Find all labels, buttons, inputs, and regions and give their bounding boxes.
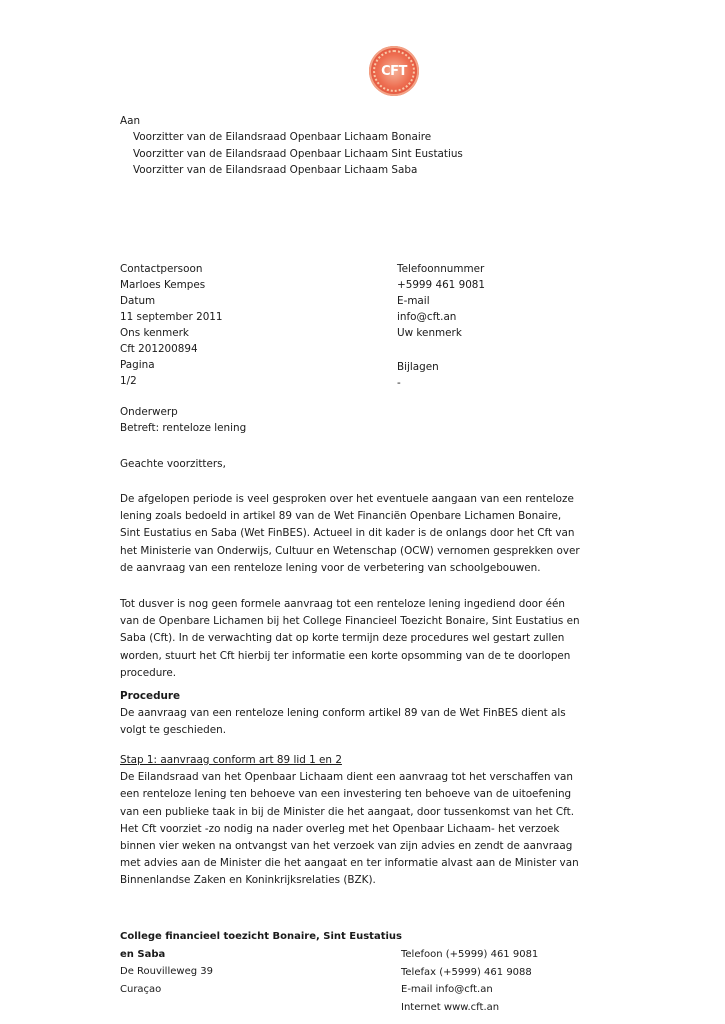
meta-value-uw-kenmerk bbox=[397, 341, 485, 357]
meta-value-datum: 11 september 2011 bbox=[120, 311, 223, 323]
meta-label-ons-kenmerk: Ons kenmerk bbox=[120, 327, 189, 339]
text-line: Saba (Cft). In de verwachting dat op korte termijn deze procedures wel gestart zullen bbox=[120, 632, 565, 645]
text-line: Binnenlandse Zaken en Koninkrijksrelaties (BZK). bbox=[120, 874, 376, 887]
footer-contact bbox=[401, 946, 538, 1016]
footer-address: De Rouvilleweg 39 bbox=[120, 966, 213, 977]
text-line: Het Cft voorziet -zo nodig na nader overleg met het Openbaar Lichaam- het verzoek bbox=[120, 822, 560, 835]
meta-left-column bbox=[120, 261, 223, 389]
footer-org-name: College financieel toezicht Bonaire, Sint Eustatius bbox=[120, 931, 402, 942]
text-line: het Ministerie van Onderwijs, Cultuur en Wetenschap (OCW) vernomen gesprekken over bbox=[120, 544, 580, 557]
meta-label-email: E-mail bbox=[397, 295, 430, 307]
greeting: Geachte voorzitters, bbox=[120, 458, 226, 470]
text-line: worden, stuurt het Cft hierbij ter informatie een korte opsomming van de te doorlopen bbox=[120, 649, 571, 662]
recipients-label: Aan bbox=[120, 115, 141, 127]
meta-label-datum: Datum bbox=[120, 295, 156, 307]
footer-telefax: Telefax (+5999) 461 9088 bbox=[401, 966, 532, 978]
meta-label-pagina: Pagina bbox=[120, 359, 155, 371]
step1-section bbox=[120, 752, 610, 890]
text-line: de aanvraag van een renteloze lening voor de verbetering van schoolgebouwen. bbox=[120, 561, 541, 574]
meta-value-bijlagen: - bbox=[397, 377, 401, 389]
meta-value-pagina: 1/2 bbox=[120, 375, 137, 387]
text-line: De afgelopen periode is veel gesproken over het eventuele aangaan van een renteloze bbox=[120, 493, 574, 505]
meta-label-contactpersoon: Contactpersoon bbox=[120, 263, 203, 275]
meta-right-column bbox=[397, 261, 485, 391]
meta-label-bijlagen: Bijlagen bbox=[397, 361, 439, 373]
meta-value-ons-kenmerk: Cft 201200894 bbox=[120, 343, 198, 355]
cft-logo bbox=[369, 46, 419, 96]
footer-internet[interactable]: Internet www.cft.an bbox=[401, 1001, 500, 1013]
recipients-block bbox=[120, 113, 463, 179]
text-line: De Eilandsraad van het Openbaar Lichaam dient een aanvraag tot het verschaffen van bbox=[120, 771, 573, 784]
meta-value-email[interactable]: info@cft.an bbox=[397, 311, 457, 323]
paragraph-status bbox=[120, 596, 610, 682]
meta-value-telefoonnummer: +5999 461 9081 bbox=[397, 279, 486, 291]
footer-city: Curaçao bbox=[120, 983, 162, 995]
recipient-line: Voorzitter van de Eilandsraad Openbaar Lichaam Bonaire bbox=[133, 131, 432, 143]
procedure-heading: Procedure bbox=[120, 690, 181, 702]
step1-heading: Stap 1: aanvraag conform art 89 lid 1 en 2 bbox=[120, 754, 342, 766]
text-line: procedure. bbox=[120, 666, 177, 679]
text-line: Sint Eustatius en Saba (Wet FinBES). Actueel in dit kader is de onlangs door het Cft van bbox=[120, 527, 575, 540]
text-line: met advies aan de Minister die het aangaat en ter informatie alvast aan de Minister van bbox=[120, 857, 579, 870]
recipient-line: Voorzitter van de Eilandsraad Openbaar Lichaam Saba bbox=[133, 164, 418, 176]
meta-value-contactpersoon: Marloes Kempes bbox=[120, 279, 206, 291]
footer-organization bbox=[120, 928, 402, 998]
subject-label: Onderwerp bbox=[120, 406, 178, 418]
text-line: Tot dusver is nog geen formele aanvraag tot een renteloze lening ingediend door één bbox=[120, 598, 565, 610]
meta-label-uw-kenmerk: Uw kenmerk bbox=[397, 327, 462, 339]
subject-value: Betreft: renteloze lening bbox=[120, 422, 247, 434]
text-line: volgt te geschieden. bbox=[120, 724, 226, 737]
text-line: De aanvraag van een renteloze lening conform artikel 89 van de Wet FinBES dient als bbox=[120, 707, 566, 720]
text-line: van de Openbare Lichamen bij het College Financieel Toezicht Bonaire, Sint Eustatius en bbox=[120, 615, 580, 628]
meta-label-telefoonnummer: Telefoonnummer bbox=[397, 263, 485, 275]
paragraph-intro bbox=[120, 491, 610, 577]
text-line: van een publieke taak in bij de Minister die het aangaat, door tussenkomst van het Cft. bbox=[120, 805, 575, 818]
text-line: binnen vier weken na ontvangst van het verzoek van zijn advies en zendt de aanvraag bbox=[120, 840, 573, 853]
procedure-section bbox=[120, 688, 610, 740]
subject-block bbox=[120, 404, 246, 436]
footer-org-name-cont: en Saba bbox=[120, 948, 166, 960]
footer-email[interactable]: E-mail info@cft.an bbox=[401, 984, 493, 995]
footer-telefoon: Telefoon (+5999) 461 9081 bbox=[401, 949, 539, 960]
text-line: een renteloze lening ten behoeve van een investering ten behoeve van de uitoefening bbox=[120, 788, 572, 801]
logo-text: CFT bbox=[381, 63, 407, 79]
recipient-line: Voorzitter van de Eilandsraad Openbaar Lichaam Sint Eustatius bbox=[133, 147, 463, 160]
text-line: lening zoals bedoeld in artikel 89 van de Wet Financiën Openbare Lichamen Bonaire, bbox=[120, 510, 562, 523]
